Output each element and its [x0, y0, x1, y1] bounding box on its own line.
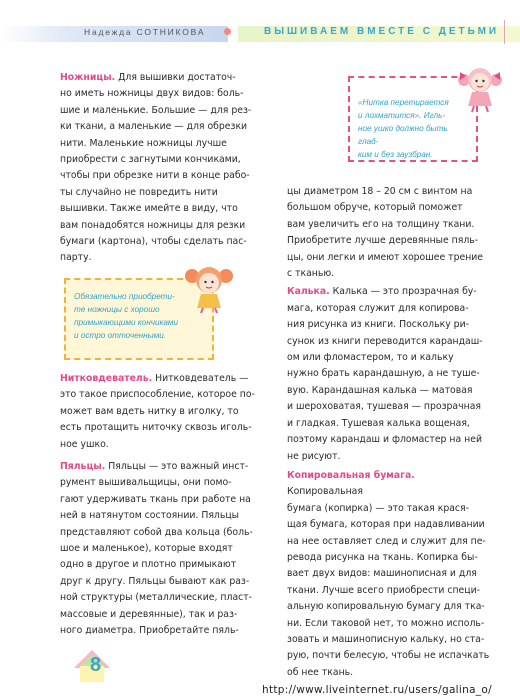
text-line: друг к другу. Пяльцы бывают как раз- [60, 575, 250, 587]
girl-illustration-icon [184, 262, 234, 314]
text-line: гают удерживать ткань при работе на [60, 493, 251, 505]
text-line: поэтому карандаш и фломастер на ней [287, 434, 482, 446]
tip-line: ким и без заузбран. [358, 150, 433, 159]
text-line: не рисуют. [287, 450, 341, 462]
text-line: вышивки. Также имейте в виду, что [60, 203, 238, 215]
text-line: ней в натянутом состоянии. Пяльцы [60, 510, 240, 522]
book-title: ВЫШИВАЕМ ВМЕСТЕ С ДЕТЬМИ [264, 26, 500, 37]
text-line: рую, почти белесую, чтобы не испачкать [287, 650, 490, 662]
text-line: большом обруче, который поможет [287, 202, 463, 214]
text-line: ной структуры (металлические, пласт- [60, 592, 253, 604]
text-line: румент вышивальщицы, они помо- [60, 477, 232, 489]
paragraph-kopirka [287, 468, 492, 681]
text-line: вает двух видов: машинописная и для [287, 568, 477, 580]
text-line: ом или фломастером, то и кальку [287, 352, 454, 364]
text-line: массовые и деревянные), так и раз- [60, 608, 238, 620]
term-label: Копировальная бумага. [287, 469, 415, 481]
header-dot-icon [224, 28, 231, 35]
text-line: Пяльцы — это важный инст- [105, 460, 249, 472]
text-line: приобрести с загнутыми кончиками, [60, 154, 241, 166]
paragraph-nozhnitsy [60, 70, 260, 267]
text-line: вам увеличить его на толщину ткани. [287, 218, 475, 230]
term-label: Ножницы. [60, 72, 116, 83]
tip-line: примыкающими кончиками [74, 318, 179, 327]
text-line: цы диаметром 18 – 20 см с винтом на [287, 186, 473, 197]
text-line: альную копировальную бумагу для тка- [287, 601, 485, 613]
page-header [0, 0, 520, 44]
text-line: парту. [60, 252, 92, 264]
text-line: представляют собой два кольца (боль- [60, 526, 253, 538]
tip-line: и остро отточенными. [74, 331, 167, 340]
header-divider [504, 20, 505, 44]
text-line: но иметь ножницы двух видов: боль- [60, 88, 244, 100]
text-line: Для вышивки достаточ- [115, 72, 236, 83]
text-line: мага, которая служит для копирова- [287, 302, 469, 314]
term-label: Пяльцы. [60, 460, 106, 472]
page-number: 8 [90, 654, 102, 676]
term-label: Нитковдеватель. [60, 372, 153, 384]
text-line: ки ткани, а маленькие — для обрезки [60, 121, 248, 133]
text-line: может вам вдеть нитку в иголку, то [60, 405, 239, 417]
text-line: ни. Если таковой нет, то можно исполь- [287, 617, 485, 629]
paragraph-yaltsy-cont [287, 184, 492, 282]
text-line: на нее оставляет след и служит для пе- [287, 535, 486, 547]
paragraph-yaltsy [60, 459, 260, 639]
text-line: шие и маленькие. Большие — для рез- [60, 104, 252, 116]
text-line: ты случайно не повредить нити [60, 186, 218, 198]
paragraph-nitkovdevatel [60, 371, 260, 453]
text-line: ревода рисунка на ткань. Копирка бы- [287, 551, 478, 563]
source-url: http://www.liveinternet.ru/users/galina_o/ [262, 684, 492, 696]
text-line: ного диаметра. Приобретайте пяль- [60, 624, 239, 636]
text-line: сунок из книги переводится карандаш- [287, 335, 483, 347]
paragraph-kalka [287, 284, 492, 464]
text-line: с тканью. [287, 268, 335, 280]
text-line: Нитковдеватель — [152, 372, 249, 384]
text-line: чтобы при обрезке нити в конце рабо- [60, 170, 250, 182]
text-line: одно в другое и плотно примыкают [60, 559, 237, 571]
text-line: щая бумага, которая при надавливании [287, 519, 485, 531]
tip-line: ное ушко должно быть глад- [358, 124, 448, 146]
text-line: Приобретите лучше деревянные пяль- [287, 235, 479, 247]
text-line: ное ушко. [60, 438, 109, 450]
girl-illustration-icon [456, 62, 504, 114]
text-line: Копировальная [287, 486, 363, 498]
text-line: шое и маленькое), которые входят [60, 542, 233, 554]
text-line: вам понадобятся ножницы для резки [60, 219, 246, 231]
tip-line: Обязательно приобрети- [74, 292, 175, 301]
text-line: нужно брать карандашную, а не туше- [287, 368, 480, 380]
tip-line: и лохматится». Игль- [358, 111, 446, 120]
text-line: ния рисунка из книги. Поскольку ри- [287, 319, 469, 331]
text-line: вую. Карандашная калька — матовая [287, 384, 473, 396]
text-line: Калька — это прозрачная бу- [329, 286, 477, 298]
right-column [287, 184, 492, 681]
tip-line: «Нитка перетирается [358, 98, 449, 107]
author-name: Надежда СОТНИКОВА [84, 27, 206, 37]
tip-text [358, 96, 470, 161]
text-line: и гладкая. Тушевая калька вощеная, [287, 417, 470, 429]
text-line: это такое приспособление, которое по- [60, 389, 255, 401]
text-line: ткани. Лучше всего приобрести специ- [287, 584, 480, 596]
text-line: бумага (копирка) — это такая крася- [287, 502, 469, 514]
term-label: Калька. [287, 286, 330, 298]
text-line: зовать и машинописную кальку, но ста- [287, 633, 485, 645]
text-line: об нее ткань. [287, 666, 354, 678]
text-line: бумаги (картона), чтобы сделать пас- [60, 236, 247, 248]
tip-line: те ножницы с хорошо [74, 305, 160, 314]
text-line: нити. Маленькие ножницы лучше [60, 137, 227, 149]
text-line: есть протащить ниточку сквозь иголь- [60, 422, 252, 434]
text-line: цы, они легки и имеют хорошее трение [287, 251, 484, 263]
text-line: и шероховатая, тушевая — прозрачная [287, 401, 481, 413]
